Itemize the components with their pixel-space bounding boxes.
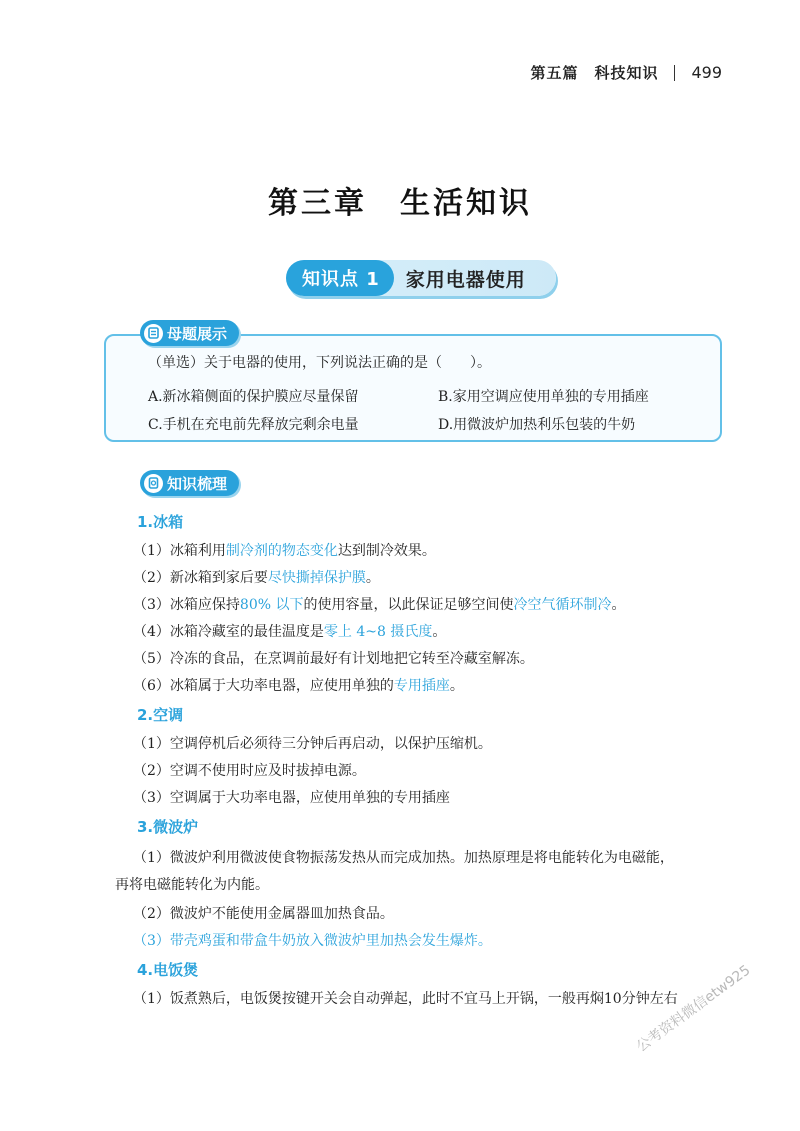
header-divider: [674, 65, 675, 81]
fridge-line-3: （3）冰箱应保持80% 以下的使用容量，以此保证足够空间使冷空气循环制冷。: [133, 597, 626, 613]
option-d: D.用微波炉加热利乐包装的牛奶: [438, 417, 636, 433]
section-heading-rice-cooker: 4.电饭煲: [137, 961, 199, 979]
knowledge-point-name: 家用电器使用: [405, 268, 526, 291]
rice-cooker-line-1: （1）饭煮熟后，电饭煲按键开关会自动弹起，此时不宜马上开锅，一般再焖10分钟左右: [133, 991, 678, 1007]
fridge-line-6: （6）冰箱属于大功率电器，应使用单独的专用插座。: [133, 678, 464, 694]
knowledge-box-label-text: 知识梳理: [167, 474, 228, 493]
microwave-line-1-cont: 再将电磁能转化为内能。: [115, 877, 269, 893]
running-header: [530, 62, 722, 83]
ac-line-1: （1）空调停机后必须待三分钟后再启动，以保护压缩机。: [133, 736, 492, 752]
question-text: （单选）关于电器的使用，下列说法正确的是（ ）。: [148, 355, 491, 371]
section-heading-microwave: 3.微波炉: [137, 818, 199, 836]
question-box-label: [140, 320, 239, 346]
section-heading-ac: 2.空调: [137, 706, 184, 724]
question-box-label-text: 母题展示: [167, 324, 228, 343]
fridge-line-2: （2）新冰箱到家后要尽快撕掉保护膜。: [133, 570, 380, 586]
page-number: 499: [691, 63, 722, 82]
book-icon: [144, 474, 163, 493]
chapter-title: 第三章 生活知识: [268, 186, 532, 221]
document-icon: [144, 324, 163, 343]
header-section-title: 第五篇 科技知识: [530, 64, 659, 82]
knowledge-point-banner: [286, 260, 556, 296]
ac-line-3: （3）空调属于大功率电器，应使用单独的专用插座: [133, 790, 450, 806]
section-heading-fridge: 1.冰箱: [137, 513, 184, 531]
option-c: C.手机在充电前先释放完剩余电量: [148, 417, 359, 433]
fridge-line-4: （4）冰箱冷藏室的最佳温度是零上 4~8 摄氏度。: [133, 624, 447, 640]
microwave-line-1: （1）微波炉利用微波使食物振荡发热从而完成加热。加热原理是将电能转化为电磁能，: [133, 850, 674, 866]
microwave-line-2: （2）微波炉不能使用金属器皿加热食品。: [133, 906, 394, 922]
ac-line-2: （2）空调不使用时应及时拔掉电源。: [133, 763, 366, 779]
microwave-line-3: （3）带壳鸡蛋和带盒牛奶放入微波炉里加热会发生爆炸。: [133, 933, 492, 949]
fridge-line-1: （1）冰箱利用制冷剂的物态变化达到制冷效果。: [133, 543, 436, 559]
watermark: 公考资料微信etw925: [633, 962, 754, 1056]
fridge-line-5: （5）冷冻的食品，在烹调前最好有计划地把它转至冷藏室解冻。: [133, 651, 534, 667]
option-a: A.新冰箱侧面的保护膜应尽量保留: [148, 389, 359, 405]
knowledge-point-tag: 知识点 1: [286, 260, 394, 296]
knowledge-box-label: [140, 470, 239, 496]
option-b: B.家用空调应使用单独的专用插座: [438, 389, 649, 405]
